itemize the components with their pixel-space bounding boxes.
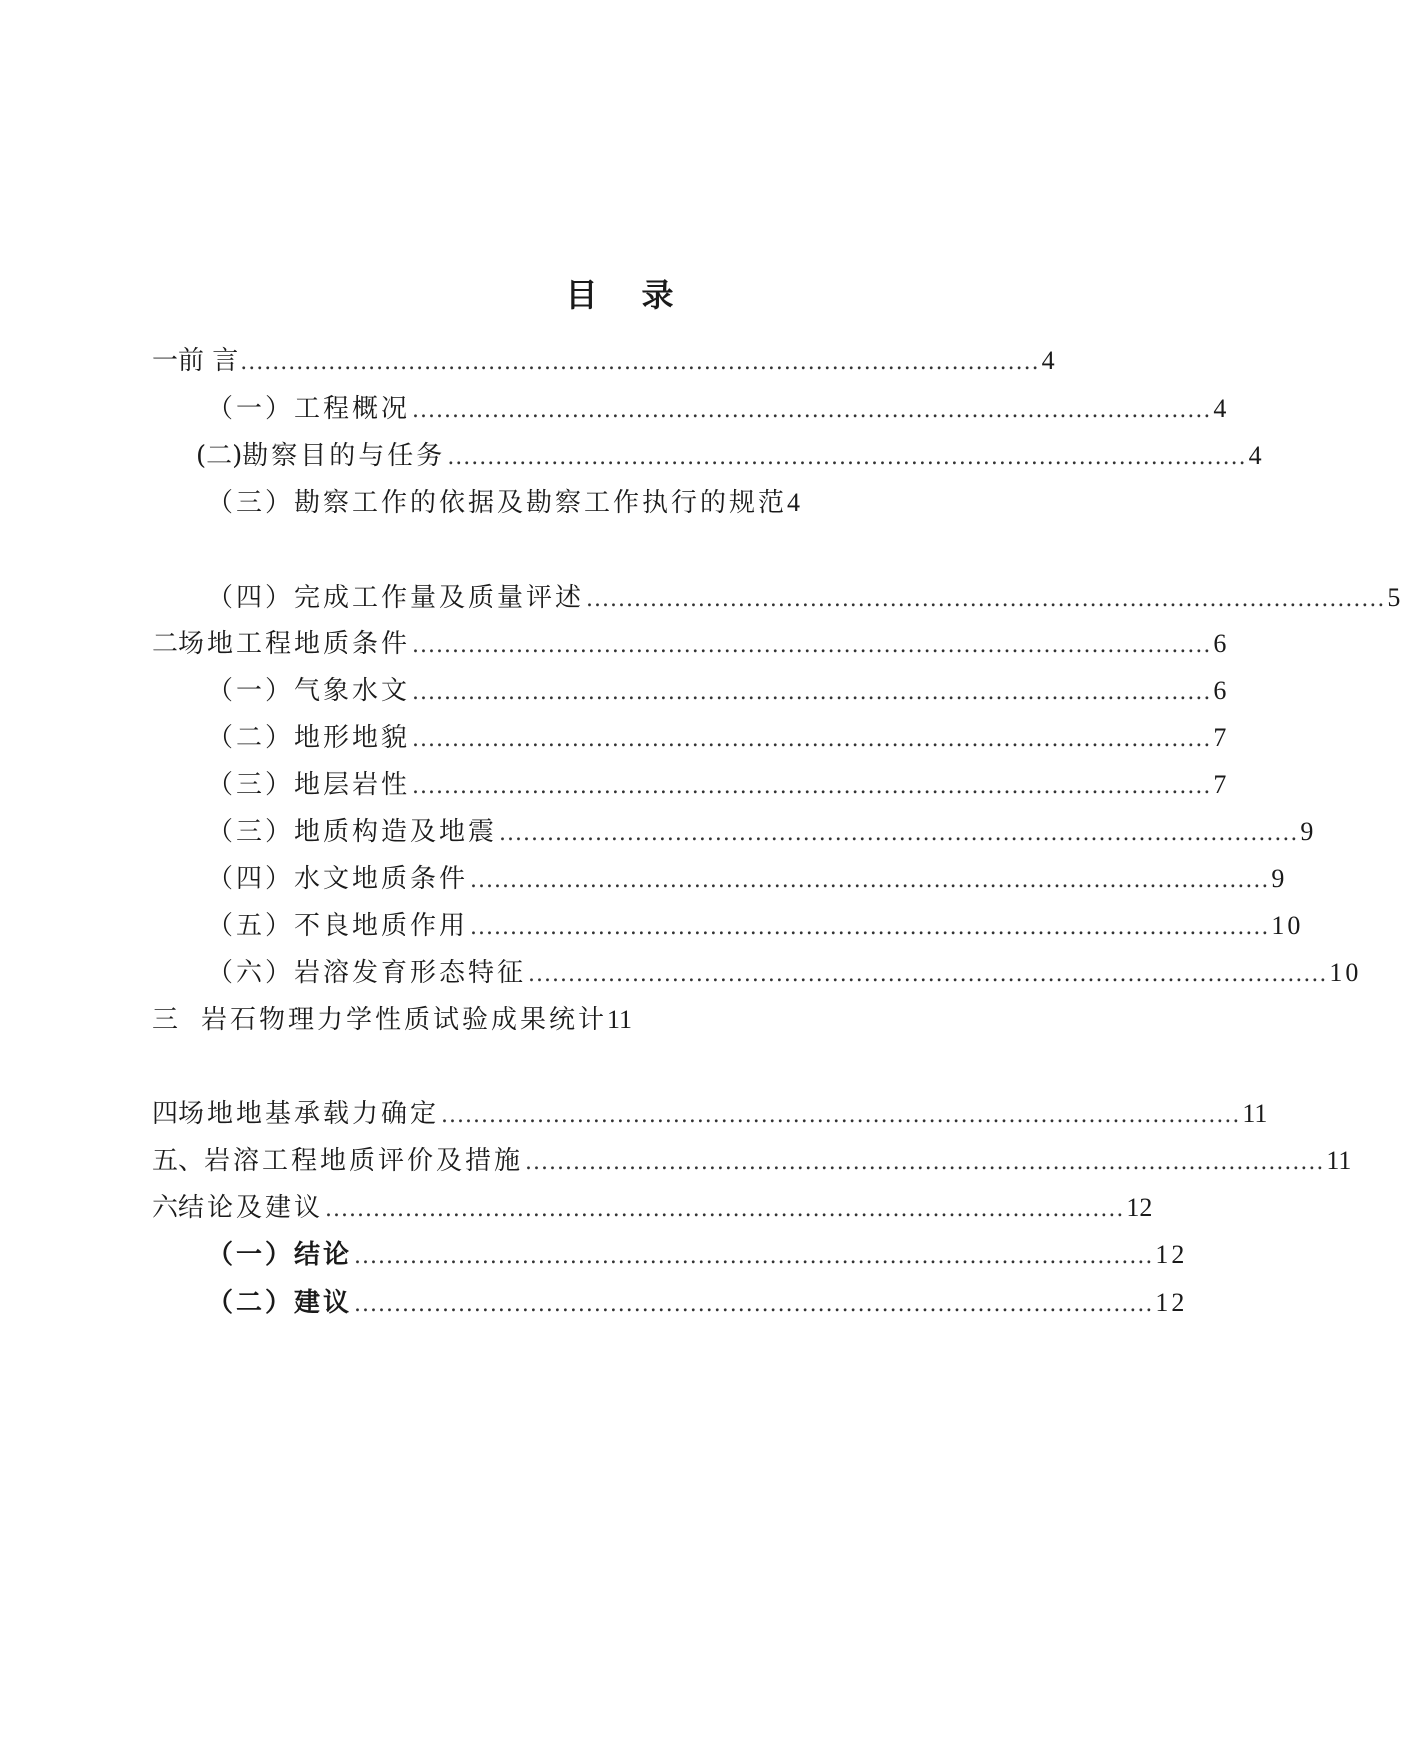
toc-entry-label: 建议 (294, 1288, 353, 1318)
toc-entry-page: 4 (787, 488, 804, 517)
toc-entry-label: 岩溶发育形态特征 (294, 958, 527, 988)
toc-entry-number: 二 (152, 629, 179, 659)
toc-entry-number: （一） (207, 1240, 295, 1270)
toc-entry-label: 不良地质作用 (294, 911, 469, 941)
toc-entry-page: 4 (1213, 394, 1230, 423)
toc-entry-page: 6 (1213, 676, 1230, 705)
toc-entry-label: 工程概况 (294, 394, 411, 424)
toc-leader-dots: .................................................................................................... (354, 1292, 1154, 1317)
toc-entry-page: 10 (1329, 958, 1362, 987)
toc-entry-label: 勘察目的与任务 (242, 441, 446, 471)
toc-entry-number: （三） (207, 488, 295, 518)
toc-entry-label: 地层岩性 (294, 770, 411, 800)
toc-entry-number: （三） (207, 770, 295, 800)
toc-leader-dots: .................................................................................................... (325, 1197, 1125, 1222)
toc-entry[interactable] (152, 1188, 1153, 1228)
toc-entry-number: （一） (207, 676, 295, 706)
toc-entry-number: （二） (207, 1288, 295, 1318)
toc-leader-dots: .................................................................................................... (470, 915, 1270, 940)
toc-entry[interactable] (152, 341, 1055, 381)
toc-entry[interactable] (207, 389, 1230, 429)
toc-leader-dots: .................................................................................................... (586, 587, 1386, 612)
toc-entry[interactable] (207, 1283, 1188, 1323)
toc-entry-page: 7 (1213, 723, 1230, 752)
toc-entry-number: （四） (207, 583, 295, 613)
toc-entry-page: 7 (1213, 770, 1230, 799)
toc-entry-label: 勘察工作的依据及勘察工作执行的规范 (294, 488, 788, 518)
toc-entry-number: （六） (207, 958, 295, 988)
toc-entry-number: （三） (207, 817, 295, 847)
toc-leader-dots: .................................................................................................... (470, 868, 1270, 893)
toc-entry-number: 一 (152, 346, 179, 376)
toc-entry-label: 前 言 (178, 346, 239, 376)
toc-leader-dots: .................................................................................................... (412, 633, 1212, 658)
toc-entry-number: （五） (207, 911, 295, 941)
toc-entry-number: 五、 (152, 1146, 205, 1176)
toc-entry-page: 12 (1155, 1288, 1188, 1317)
toc-entry[interactable] (152, 1141, 1352, 1181)
toc-entry-page: 11 (1242, 1099, 1268, 1128)
toc-entry[interactable] (207, 906, 1304, 946)
toc-entry[interactable] (152, 1094, 1268, 1134)
toc-entry-page: 11 (606, 1005, 632, 1034)
toc-entry[interactable] (207, 671, 1230, 711)
toc-leader-dots: .................................................................................................... (525, 1150, 1325, 1175)
toc-entry-number: （一） (207, 394, 295, 424)
toc-entry-number: （四） (207, 864, 295, 894)
toc-entry[interactable] (207, 1235, 1188, 1275)
toc-entry-number: 三 (152, 1005, 179, 1035)
toc-entry-page: 4 (1248, 441, 1265, 470)
toc-leader-dots: .................................................................................................... (412, 774, 1212, 799)
toc-entry-page: 12 (1155, 1240, 1188, 1269)
toc-entry-number: (二) (196, 441, 243, 471)
toc-entry-label: 场地地基承载力确定 (178, 1099, 440, 1129)
toc-entry[interactable] (152, 624, 1227, 664)
toc-entry-label: 岩石物理力学性质试验成果统计 (200, 1005, 607, 1035)
toc-leader-dots: .................................................................................................... (412, 680, 1212, 705)
toc-entry-page: 9 (1271, 864, 1288, 893)
toc-leader-dots: .................................................................................................... (354, 1244, 1154, 1269)
toc-title-right: 录 (641, 276, 676, 314)
toc-entry-label: 岩溶工程地质评价及措施 (204, 1146, 524, 1176)
toc-entry-number: 四 (152, 1099, 179, 1129)
toc-entry-page: 11 (1326, 1146, 1352, 1175)
toc-entry-page: 4 (1041, 346, 1055, 375)
toc-entry-label: 场地工程地质条件 (178, 629, 411, 659)
toc-entry-label: 水文地质条件 (294, 864, 469, 894)
toc-entry-page: 10 (1271, 911, 1304, 940)
toc-entry-page: 6 (1213, 629, 1227, 658)
toc-entry-label: 地形地貌 (294, 723, 411, 753)
toc-entry[interactable] (207, 812, 1317, 852)
toc-entry-number: 六 (152, 1193, 179, 1223)
toc-entry-label: 完成工作量及质量评述 (294, 583, 585, 613)
toc-title-left: 目 (565, 276, 600, 314)
toc-entry-number: （二） (207, 723, 295, 753)
toc-entry[interactable] (196, 436, 1265, 476)
toc-entry[interactable] (207, 859, 1288, 899)
toc-leader-dots: .................................................................................................... (528, 962, 1328, 987)
toc-entry-label: 结论及建议 (178, 1193, 324, 1223)
toc-leader-dots: .................................................................................................... (441, 1103, 1241, 1128)
toc-entry-page: 5 (1387, 583, 1403, 612)
toc-entry-page: 9 (1300, 817, 1317, 846)
toc-leader-dots: .................................................................................................... (412, 727, 1212, 752)
toc-entry[interactable] (207, 718, 1230, 758)
toc-leader-dots: .................................................................................................... (499, 821, 1299, 846)
toc-entry[interactable] (152, 1000, 632, 1040)
toc-entry-label: 地质构造及地震 (294, 817, 498, 847)
toc-entry[interactable] (207, 578, 1403, 618)
toc-entry[interactable] (207, 953, 1362, 993)
toc-leader-dots: .................................................................................................... (412, 398, 1212, 423)
toc-entry-page: 12 (1126, 1193, 1153, 1222)
toc-entry-label: 气象水文 (294, 676, 411, 706)
toc-entry[interactable] (207, 483, 804, 523)
toc-leader-dots: .................................................................................................... (240, 350, 1040, 375)
toc-leader-dots: .................................................................................................... (447, 445, 1247, 470)
toc-entry[interactable] (207, 765, 1230, 805)
toc-entry-label: 结论 (294, 1240, 353, 1270)
